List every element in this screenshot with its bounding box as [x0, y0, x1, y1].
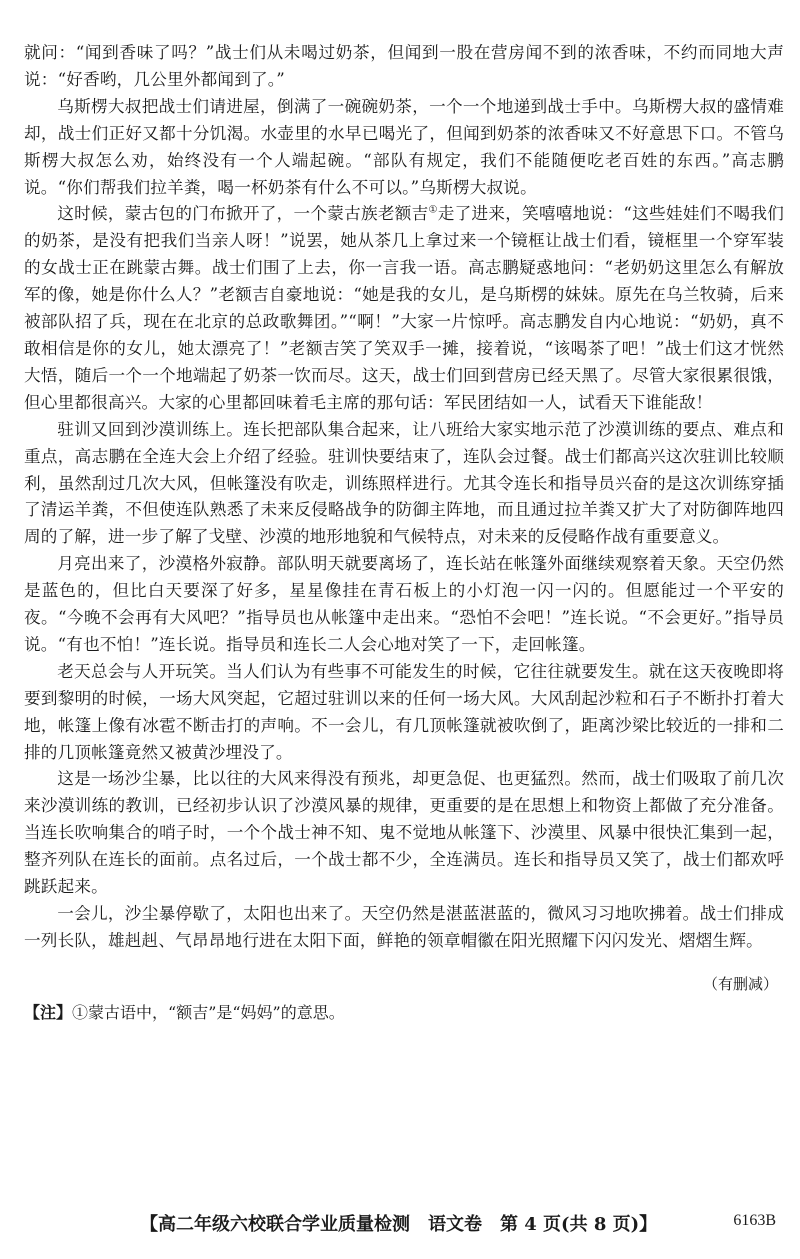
paragraph-3-part-2: 走了进来，笑嘻嘻地说：“这些娃娃们不喝我们的奶茶，是没有把我们当亲人呀！”说罢，她从茶几上拿过来一个镜框让战士们看，镜框里一个穿军装的女战士正在跳蒙古舞。战士们围了上去，你一言我一语。高志鹏疑惑地问：“老奶奶这里怎么有解放军的像，她是你什么人？”老额吉自豪地说：“她是我的女儿，是乌斯楞的妹妹。原先在乌兰牧骑，后来被部队招了兵，现在在北京的总政歌舞团。”“啊！”大家一片惊呼。高志鹏发自内心地说：“奶奶，真不敢相信是你的女儿，她太漂亮了！”老额吉笑了笑双手一摊，接着说，“该喝茶了吧！”战士们这才恍然大悟，随后一个一个地端起了奶茶一饮而尽。这天，战士们回到营房已经天黑了。尽管大家很累很饿，但心里都很高兴。大家的心里都回味着毛主席的那句话：军民团结如一人，试看天下谁能敌！: [24, 204, 784, 412]
paragraph-3-part-1: 这时候，蒙古包的门布掀开了，一个蒙古族老额吉: [57, 204, 429, 224]
paragraph-5: 月亮出来了，沙漠格外寂静。部队明天就要离场了，连长站在帐篷外面继续观察着天象。天空仍然是蓝色的，但比白天要深了好多，星星像挂在青石板上的小灯泡一闪一闪的。但愿能过一个平安的夜。“今晚不会再有大风吧？”指导员也从帐篷中走出来。“恐怕不会吧！”连长说。“不会更好。”指导员说。“有也不怕！”连长说。指导员和连长二人会心地对笑了一下，走回帐篷。: [24, 554, 784, 654]
paragraph-2: 乌斯楞大叔把战士们请进屋，倒满了一碗碗奶茶，一个一个地递到战士手中。乌斯楞大叔的盛情难却，战士们正好又都十分饥渴。水壶里的水早已喝光了，但闻到奶茶的浓香味又不好意思下口。不管乌斯楞大叔怎么劝，始终没有一个人端起碗。“部队有规定，我们不能随便吃老百姓的东西。”高志鹏说。“你们帮我们拉羊粪，喝一杯奶茶有什么不可以。”乌斯楞大叔说。: [24, 96, 784, 197]
footnote-marker: ①: [428, 204, 438, 216]
paragraph-6: 老天总会与人开玩笑。当人们认为有些事不可能发生的时候，它往往就要发生。就在这天夜晚即将要到黎明的时候，一场大风突起，它超过驻训以来的任何一场大风。大风刮起沙粒和石子不断扑打着大地，帐篷上像有冰雹不断击打的声响。不一会儿，有几顶帐篷就被吹倒了，距离沙梁比较近的一排和二排的几顶帐篷竟然又被黄沙埋没了。: [24, 661, 784, 762]
paragraph-8: 一会儿，沙尘暴停歇了，太阳也出来了。天空仍然是湛蓝湛蓝的，微风习习地吹拂着。战士们排成一列长队，雄赳赳、气昂昂地行进在太阳下面，鲜艳的领章帽徽在阳光照耀下闪闪发光、熠熠生辉。: [24, 904, 784, 950]
footnote: [24, 1001, 784, 1025]
footnote-tag: 【注】: [24, 1002, 73, 1022]
paragraph-7: 这是一场沙尘暴，比以往的大风来得没有预兆，却更急促、也更猛烈。然而，战士们吸取了前几次来沙漠训练的教训，已经初步认识了沙漠风暴的规律，更重要的是在思想上和物资上都做了充分准备。当连长吹响集合的哨子时，一个个战士神不知、鬼不觉地从帐篷下、沙漠里、风暴中很快汇集到一起，整齐列队在连长的面前。点名过后，一个战士都不少，全连满员。连长和指导员又笑了，战士们都欢呼跳跃起来。: [24, 769, 784, 897]
footer-title: 【高二年级六校联合学业质量检测 语文卷 第 4 页(共 8 页)】: [140, 1214, 658, 1235]
article-body: [24, 40, 784, 1025]
page-footer: [0, 1210, 800, 1238]
footnote-text: ①蒙古语中，“额吉”是“妈妈”的意思。: [72, 1002, 345, 1022]
paragraph-3: [24, 201, 784, 416]
footer-code: 6163B: [733, 1212, 776, 1229]
paragraph-4: 驻训又回到沙漠训练上。连长把部队集合起来，让八班给大家实地示范了沙漠训练的要点、难点和重点，高志鹏在全连大会上介绍了经验。驻训快要结束了，连队会过餐。战士们都高兴这次驻训比较顺利，虽然刮过几次大风，但帐篷没有吹走，训练照样进行。尤其令连长和指导员兴奋的是这次训练穿插了清运羊粪，不但使连队熟悉了未来反侵略战争的防御主阵地，而且通过拉羊粪又扩大了对防御阵地四周的了解，进一步了解了戈壁、沙漠的地形地貌和气候特点，对未来的反侵略作战有重要意义。: [24, 419, 784, 547]
paragraph-1: 就问：“闻到香味了吗？”战士们从未喝过奶茶，但闻到一股在营房闻不到的浓香味，不约而同地大声说：“好香哟，几公里外都闻到了。”: [24, 43, 784, 89]
source-note: （有删减）: [702, 974, 778, 993]
